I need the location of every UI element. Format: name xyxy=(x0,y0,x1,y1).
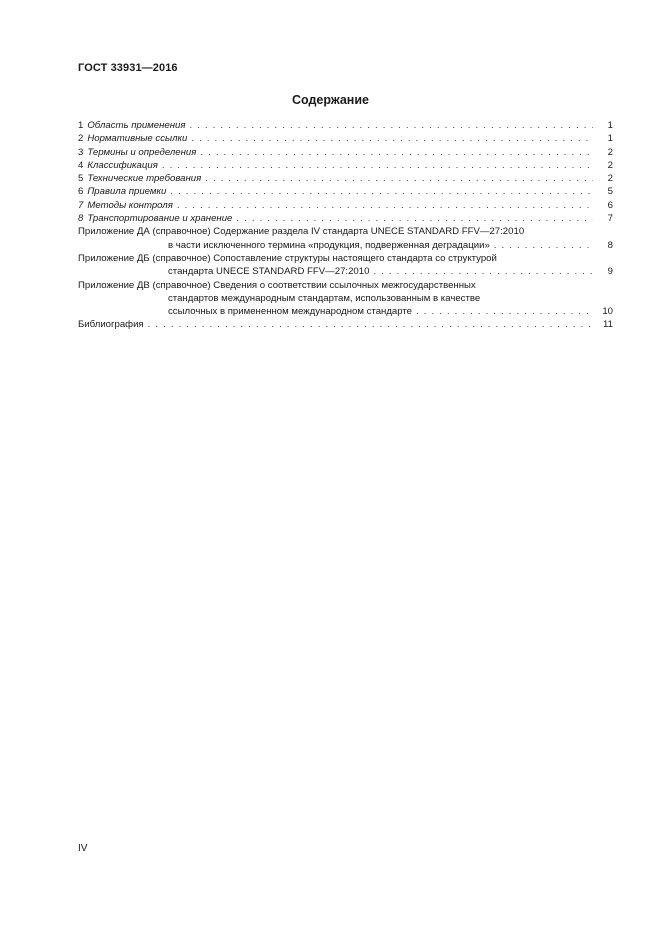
toc-entry-page: 6 xyxy=(607,199,613,211)
toc-entry-number: 7 xyxy=(78,199,84,211)
toc-entry-page: 9 xyxy=(607,266,613,278)
toc-entry-number: 1 xyxy=(78,120,84,131)
appendix-title-line-2: в части исключенного термина «продукция, подверженная деградации» xyxy=(168,239,490,251)
appendix-line xyxy=(78,239,613,252)
toc-entry-5[interactable] xyxy=(78,172,613,185)
toc-entry-page: 11 xyxy=(603,319,613,331)
dot-leader xyxy=(205,172,593,185)
toc-entry-title: Термины и определения xyxy=(87,146,197,158)
toc-entry-page: 2 xyxy=(607,173,613,185)
dot-leader xyxy=(191,132,593,145)
toc-entry-2[interactable] xyxy=(78,132,613,145)
document-id: ГОСТ 33931—2016 xyxy=(78,62,178,74)
toc-entry-title: Область применения xyxy=(87,120,186,131)
toc-entry-title: Классификация xyxy=(87,159,158,171)
toc-entry-title: Библиография xyxy=(78,319,144,331)
page-number: IV xyxy=(78,843,88,854)
dot-leader xyxy=(189,119,593,132)
toc-appendix-db[interactable] xyxy=(78,252,613,279)
toc-entry-page: 1 xyxy=(607,133,613,145)
toc-entry-page: 7 xyxy=(607,213,613,225)
dot-leader xyxy=(373,265,593,278)
appendix-line xyxy=(78,279,613,292)
dot-leader xyxy=(494,239,593,252)
toc-entry-number: 3 xyxy=(78,146,84,158)
dot-leader xyxy=(170,185,593,198)
appendix-title-line-1: Приложение ДВ (справочное) Сведения о соответствии ссылочных межгосударственных xyxy=(78,279,476,291)
toc-entry-number: 5 xyxy=(78,173,84,185)
toc-entry-8[interactable] xyxy=(78,212,613,225)
toc-entry-7[interactable] xyxy=(78,199,613,212)
toc-entry-number: 2 xyxy=(78,133,84,145)
toc-entry-title: Технические требования xyxy=(87,173,202,185)
dot-leader xyxy=(416,305,593,318)
appendix-line xyxy=(78,225,613,238)
appendix-line xyxy=(78,305,613,318)
toc-entry-number: 4 xyxy=(78,159,84,171)
toc-entry-6[interactable] xyxy=(78,185,613,198)
toc-entry-title: Нормативные ссылки xyxy=(87,133,188,145)
toc-entry-number: 8 xyxy=(78,213,84,225)
toc-entry-1[interactable] xyxy=(78,119,613,132)
toc-entry-page: 10 xyxy=(602,306,613,318)
table-of-contents xyxy=(78,119,613,332)
appendix-title-line-2: стандарта UNECE STANDARD FFV—27:2010 xyxy=(168,266,370,278)
appendix-line xyxy=(78,292,613,305)
appendix-line xyxy=(78,265,613,278)
dot-leader xyxy=(236,212,593,225)
appendix-title-line-1: Приложение ДБ (справочное) Сопоставление структуры настоящего стандарта со структурой xyxy=(78,252,497,264)
toc-entry-title: Правила приемки xyxy=(87,186,167,198)
toc-entry-title: Транспортирование и хранение xyxy=(87,213,233,225)
toc-appendix-da[interactable] xyxy=(78,225,613,252)
appendix-title-line-3: ссылочных в примененном международном стандарте xyxy=(168,306,413,318)
appendix-title-line-2: стандартов международным стандартам, использованным в качестве xyxy=(168,292,481,304)
toc-entry-number: 6 xyxy=(78,186,84,198)
toc-appendix-dv[interactable] xyxy=(78,279,613,319)
dot-leader xyxy=(200,146,593,159)
toc-entry-3[interactable] xyxy=(78,146,613,159)
toc-bibliography[interactable] xyxy=(78,318,613,331)
toc-title: Содержание xyxy=(291,93,369,107)
toc-entry-page: 2 xyxy=(607,146,613,158)
dot-leader xyxy=(148,318,593,331)
toc-entry-title: Методы контроля xyxy=(87,199,173,211)
toc-entry-page: 2 xyxy=(607,159,613,171)
dot-leader xyxy=(162,159,593,172)
appendix-title-line-1: Приложение ДА (справочное) Содержание раздела IV стандарта UNECE STANDARD FFV—27:2010 xyxy=(78,226,525,238)
toc-entry-page: 1 xyxy=(607,120,613,131)
appendix-line xyxy=(78,252,613,265)
toc-entry-page: 8 xyxy=(607,239,613,251)
toc-entry-page: 5 xyxy=(607,186,613,198)
dot-leader xyxy=(177,199,593,212)
toc-entry-4[interactable] xyxy=(78,159,613,172)
